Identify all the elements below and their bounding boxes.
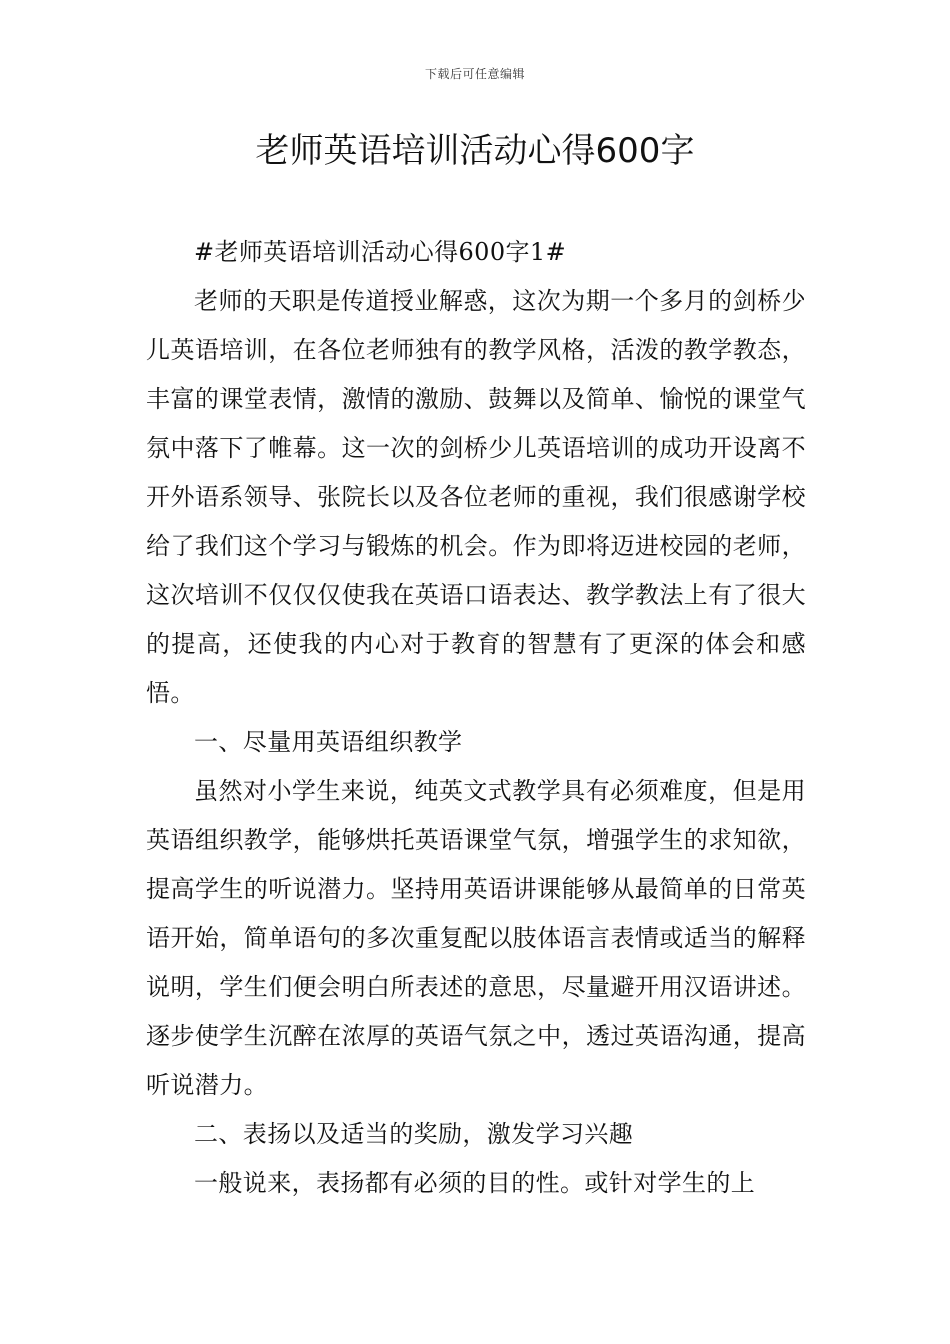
section-heading: #老师英语培训活动心得600字1# [194,238,567,266]
document-title: 老师英语培训活动心得600字 [255,131,695,171]
header-note: 下载后可任意编辑 [424,67,525,81]
section-heading: 一、尽量用英语组织教学 [194,728,463,756]
paragraph: 虽然对小学生来说，纯英文式教学具有必须难度，但是用英语组织教学，能够烘托英语课堂气氛，增强学生的求知欲，提高学生的听说潜力。坚持用英语讲课能够从最简单的日常英语开始，简单语句的多次重复配以肢体语言表情或适当的解释说明，学生们便会明白所表述的意思，尽量避开用汉语讲述。逐步使学生沉醉在浓厚的英语气氛之中，透过英语沟通，提高听说潜力。 [146,777,806,1099]
paragraph: 老师的天职是传道授业解惑，这次为期一个多月的剑桥少儿英语培训，在各位老师独有的教学风格，活泼的教学教态，丰富的课堂表情，激情的激励、鼓舞以及简单、愉悦的课堂气氛中落下了帷幕。这一次的剑桥少儿英语培训的成功开设离不开外语系领导、张院长以及各位老师的重视，我们很感谢学校给了我们这个学习与锻炼的机会。作为即将迈进校园的老师，这次培训不仅仅仅使我在英语口语表达、教学教法上有了很大的提高，还使我的内心对于教育的智慧有了更深的体会和感悟。 [146,287,806,707]
document-body [146,228,806,1208]
paragraph: 一般说来，表扬都有必须的目的性。或针对学生的上 [194,1169,756,1197]
section-heading: 二、表扬以及适当的奖励，激发学习兴趣 [194,1120,634,1148]
